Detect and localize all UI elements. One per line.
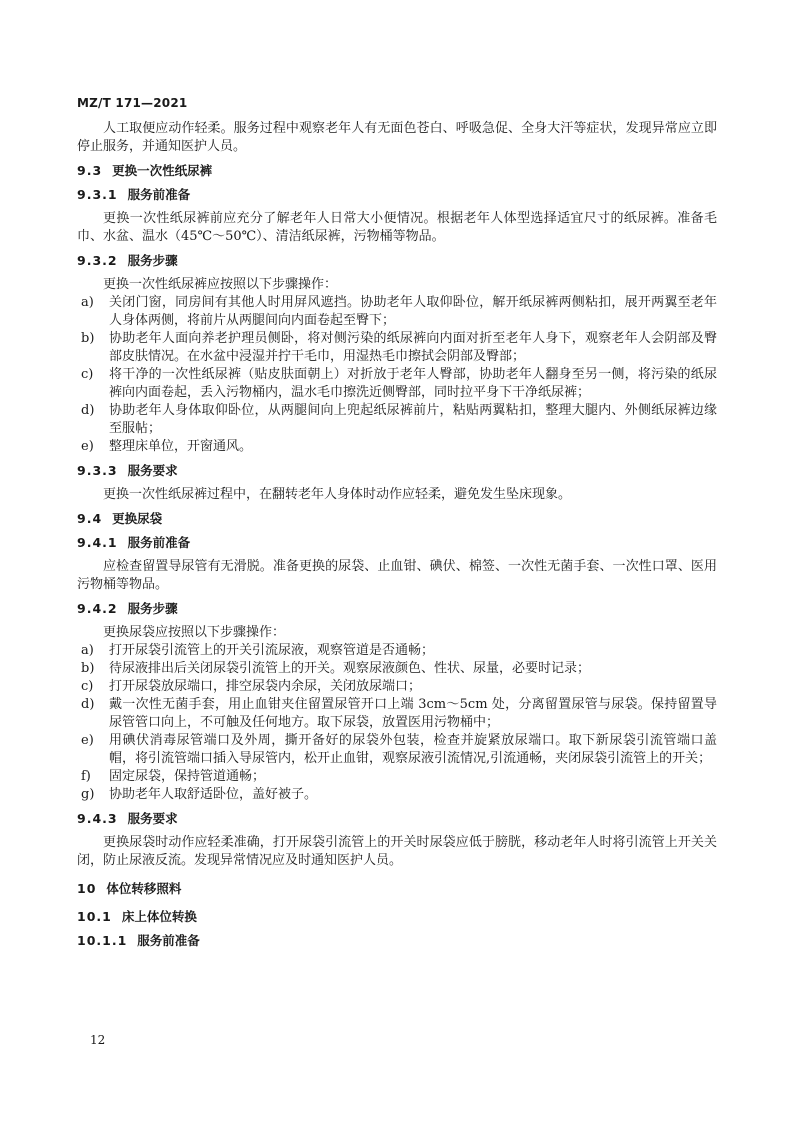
section-number: 9.4.3 xyxy=(77,811,118,826)
section-heading-9-4-3 xyxy=(77,810,717,828)
list-marker: c) xyxy=(81,679,94,694)
list-item xyxy=(77,402,717,438)
list-marker: a) xyxy=(81,295,94,310)
section-number: 9.4.2 xyxy=(77,601,118,616)
list-item-text: 戴一次性无菌手套，用止血钳夹住留置尿管开口上端 3cm～5cm 处，分离留置尿管与尿袋。保持留置导尿管管口向上，不可触及任何地方。取下尿袋，放置医用污物桶中； xyxy=(109,697,717,730)
list-item xyxy=(77,660,717,678)
page-content xyxy=(77,120,717,956)
list-marker: d) xyxy=(81,403,95,418)
section-title: 服务步骤 xyxy=(127,253,178,268)
list-marker: g) xyxy=(81,787,95,802)
section-heading-9-3-3 xyxy=(77,462,717,480)
section-title: 更换一次性纸尿裤 xyxy=(112,163,213,178)
section-number: 9.3.3 xyxy=(77,463,118,478)
section-heading-10-1-1 xyxy=(77,932,717,950)
list-item-text: 打开尿袋引流管上的开关引流尿液，观察管道是否通畅； xyxy=(109,643,435,658)
paragraph-9-4-3: 更换尿袋时动作应轻柔准确，打开尿袋引流管上的开关时尿袋应低于膀胱，移动老年人时将引流管上开关关闭，防止尿液反流。发现异常情况应及时通知医护人员。 xyxy=(77,835,717,868)
section-number: 10.1.1 xyxy=(77,933,128,948)
section-heading-9-4-1 xyxy=(77,534,717,552)
section-title: 服务步骤 xyxy=(127,601,178,616)
section-title: 更换尿袋 xyxy=(112,511,163,526)
steps-list-9-4-2 xyxy=(77,642,717,804)
section-number: 9.3.1 xyxy=(77,187,118,202)
list-marker: b) xyxy=(81,661,95,676)
section-title: 服务要求 xyxy=(127,463,178,478)
paragraph-9-3-1: 更换一次性纸尿裤前应充分了解老年人日常大小便情况。根据老年人体型选择适宜尺寸的纸尿裤。准备毛巾、水盆、温水（45℃～50℃）、清洁纸尿裤，污物桶等物品。 xyxy=(77,211,717,244)
list-item-text: 用碘伏消毒尿管端口及外周，撕开备好的尿袋外包装，检查并旋紧放尿端口。取下新尿袋引流管端口盖帽，将引流管端口插入导尿管内，松开止血钳，观察尿液引流情况,引流通畅，夹闭尿袋引流管上的开关； xyxy=(109,733,717,766)
section-number: 10.1 xyxy=(77,909,112,924)
list-item xyxy=(77,330,717,366)
list-marker: b) xyxy=(81,331,95,346)
list-marker: e) xyxy=(81,733,94,748)
paragraph-9-4-1: 应检查留置导尿管有无滑脱。准备更换的尿袋、止血钳、碘伏、棉签、一次性无菌手套、一次性口罩、医用污物桶等物品。 xyxy=(77,559,717,592)
list-marker: e) xyxy=(81,439,94,454)
section-title: 服务要求 xyxy=(127,811,178,826)
list-item-text: 协助老年人取舒适卧位，盖好被子。 xyxy=(109,787,318,802)
section-number: 9.4.1 xyxy=(77,535,118,550)
list-marker: c) xyxy=(81,367,94,382)
section-title: 体位转移照料 xyxy=(106,881,182,896)
steps-list-9-3-2 xyxy=(77,294,717,456)
section-heading-9-3-1 xyxy=(77,186,717,204)
list-item-text: 关闭门窗，同房间有其他人时用屏风遮挡。协助老年人取仰卧位，解开纸尿裤两侧粘扣，展开两翼至老年人身体两侧，将前片从两腿间向内面卷起至臀下； xyxy=(109,295,717,328)
paragraph-9-3-3: 更换一次性纸尿裤过程中，在翻转老年人身体时动作应轻柔，避免发生坠床现象。 xyxy=(103,487,572,502)
section-number: 10 xyxy=(77,881,97,896)
list-item-text: 协助老年人面向养老护理员侧卧，将对侧污染的纸尿裤向内面对折至老年人身下，观察老年人会阴部及臀部皮肤情况。在水盆中浸湿并拧干毛巾，用湿热毛巾擦拭会阴部及臀部； xyxy=(109,331,717,364)
section-title: 服务前准备 xyxy=(137,933,200,948)
steps-lead-9-4-2: 更换尿袋应按照以下步骤操作： xyxy=(103,625,286,640)
list-item-text: 协助老年人身体取仰卧位，从两腿间向上兜起纸尿裤前片，粘贴两翼粘扣，整理大腿内、外侧纸尿裤边缘至服帖； xyxy=(109,403,717,436)
section-heading-9-3 xyxy=(77,162,717,180)
chapter-heading-10 xyxy=(77,880,717,898)
list-marker: d) xyxy=(81,697,95,712)
section-number: 9.3 xyxy=(77,163,103,178)
list-item xyxy=(77,366,717,402)
section-title: 服务前准备 xyxy=(127,187,191,202)
list-item-text: 将干净的一次性纸尿裤（贴皮肤面朝上）对折放于老年人臀部，协助老年人翻身至另一侧，将污染的纸尿裤向内面卷起，丢入污物桶内，温水毛巾擦洗近侧臀部，同时拉平身下干净纸尿裤； xyxy=(109,367,717,400)
list-item xyxy=(77,294,717,330)
section-number: 9.4 xyxy=(77,511,103,526)
list-item-text: 待尿液排出后关闭尿袋引流管上的开关。观察尿液颜色、性状、尿量，必要时记录； xyxy=(109,661,591,676)
section-heading-10-1 xyxy=(77,908,717,926)
section-title: 床上体位转换 xyxy=(121,909,197,924)
section-number: 9.3.2 xyxy=(77,253,118,268)
list-item-text: 固定尿袋，保持管道通畅； xyxy=(109,769,266,784)
section-heading-9-4-2 xyxy=(77,600,717,618)
list-marker: f) xyxy=(81,769,91,784)
list-item xyxy=(77,732,717,768)
intro-paragraph: 人工取便应动作轻柔。服务过程中观察老年人有无面色苍白、呼吸急促、全身大汗等症状，发现异常应立即停止服务，并通知医护人员。 xyxy=(77,121,717,154)
list-item xyxy=(77,786,717,804)
list-item xyxy=(77,768,717,786)
list-item xyxy=(77,678,717,696)
list-item xyxy=(77,438,717,456)
section-heading-9-3-2 xyxy=(77,252,717,270)
section-heading-9-4 xyxy=(77,510,717,528)
document-code-header: MZ/T 171—2021 xyxy=(77,96,188,110)
list-item xyxy=(77,696,717,732)
list-marker: a) xyxy=(81,643,94,658)
section-title: 服务前准备 xyxy=(127,535,191,550)
list-item-text: 打开尿袋放尿端口，排空尿袋内余尿，关闭放尿端口； xyxy=(109,679,422,694)
steps-lead-9-3-2: 更换一次性纸尿裤应按照以下步骤操作： xyxy=(103,277,338,292)
page-number: 12 xyxy=(90,1033,106,1047)
list-item-text: 整理床单位，开窗通风。 xyxy=(109,439,253,454)
list-item xyxy=(77,642,717,660)
